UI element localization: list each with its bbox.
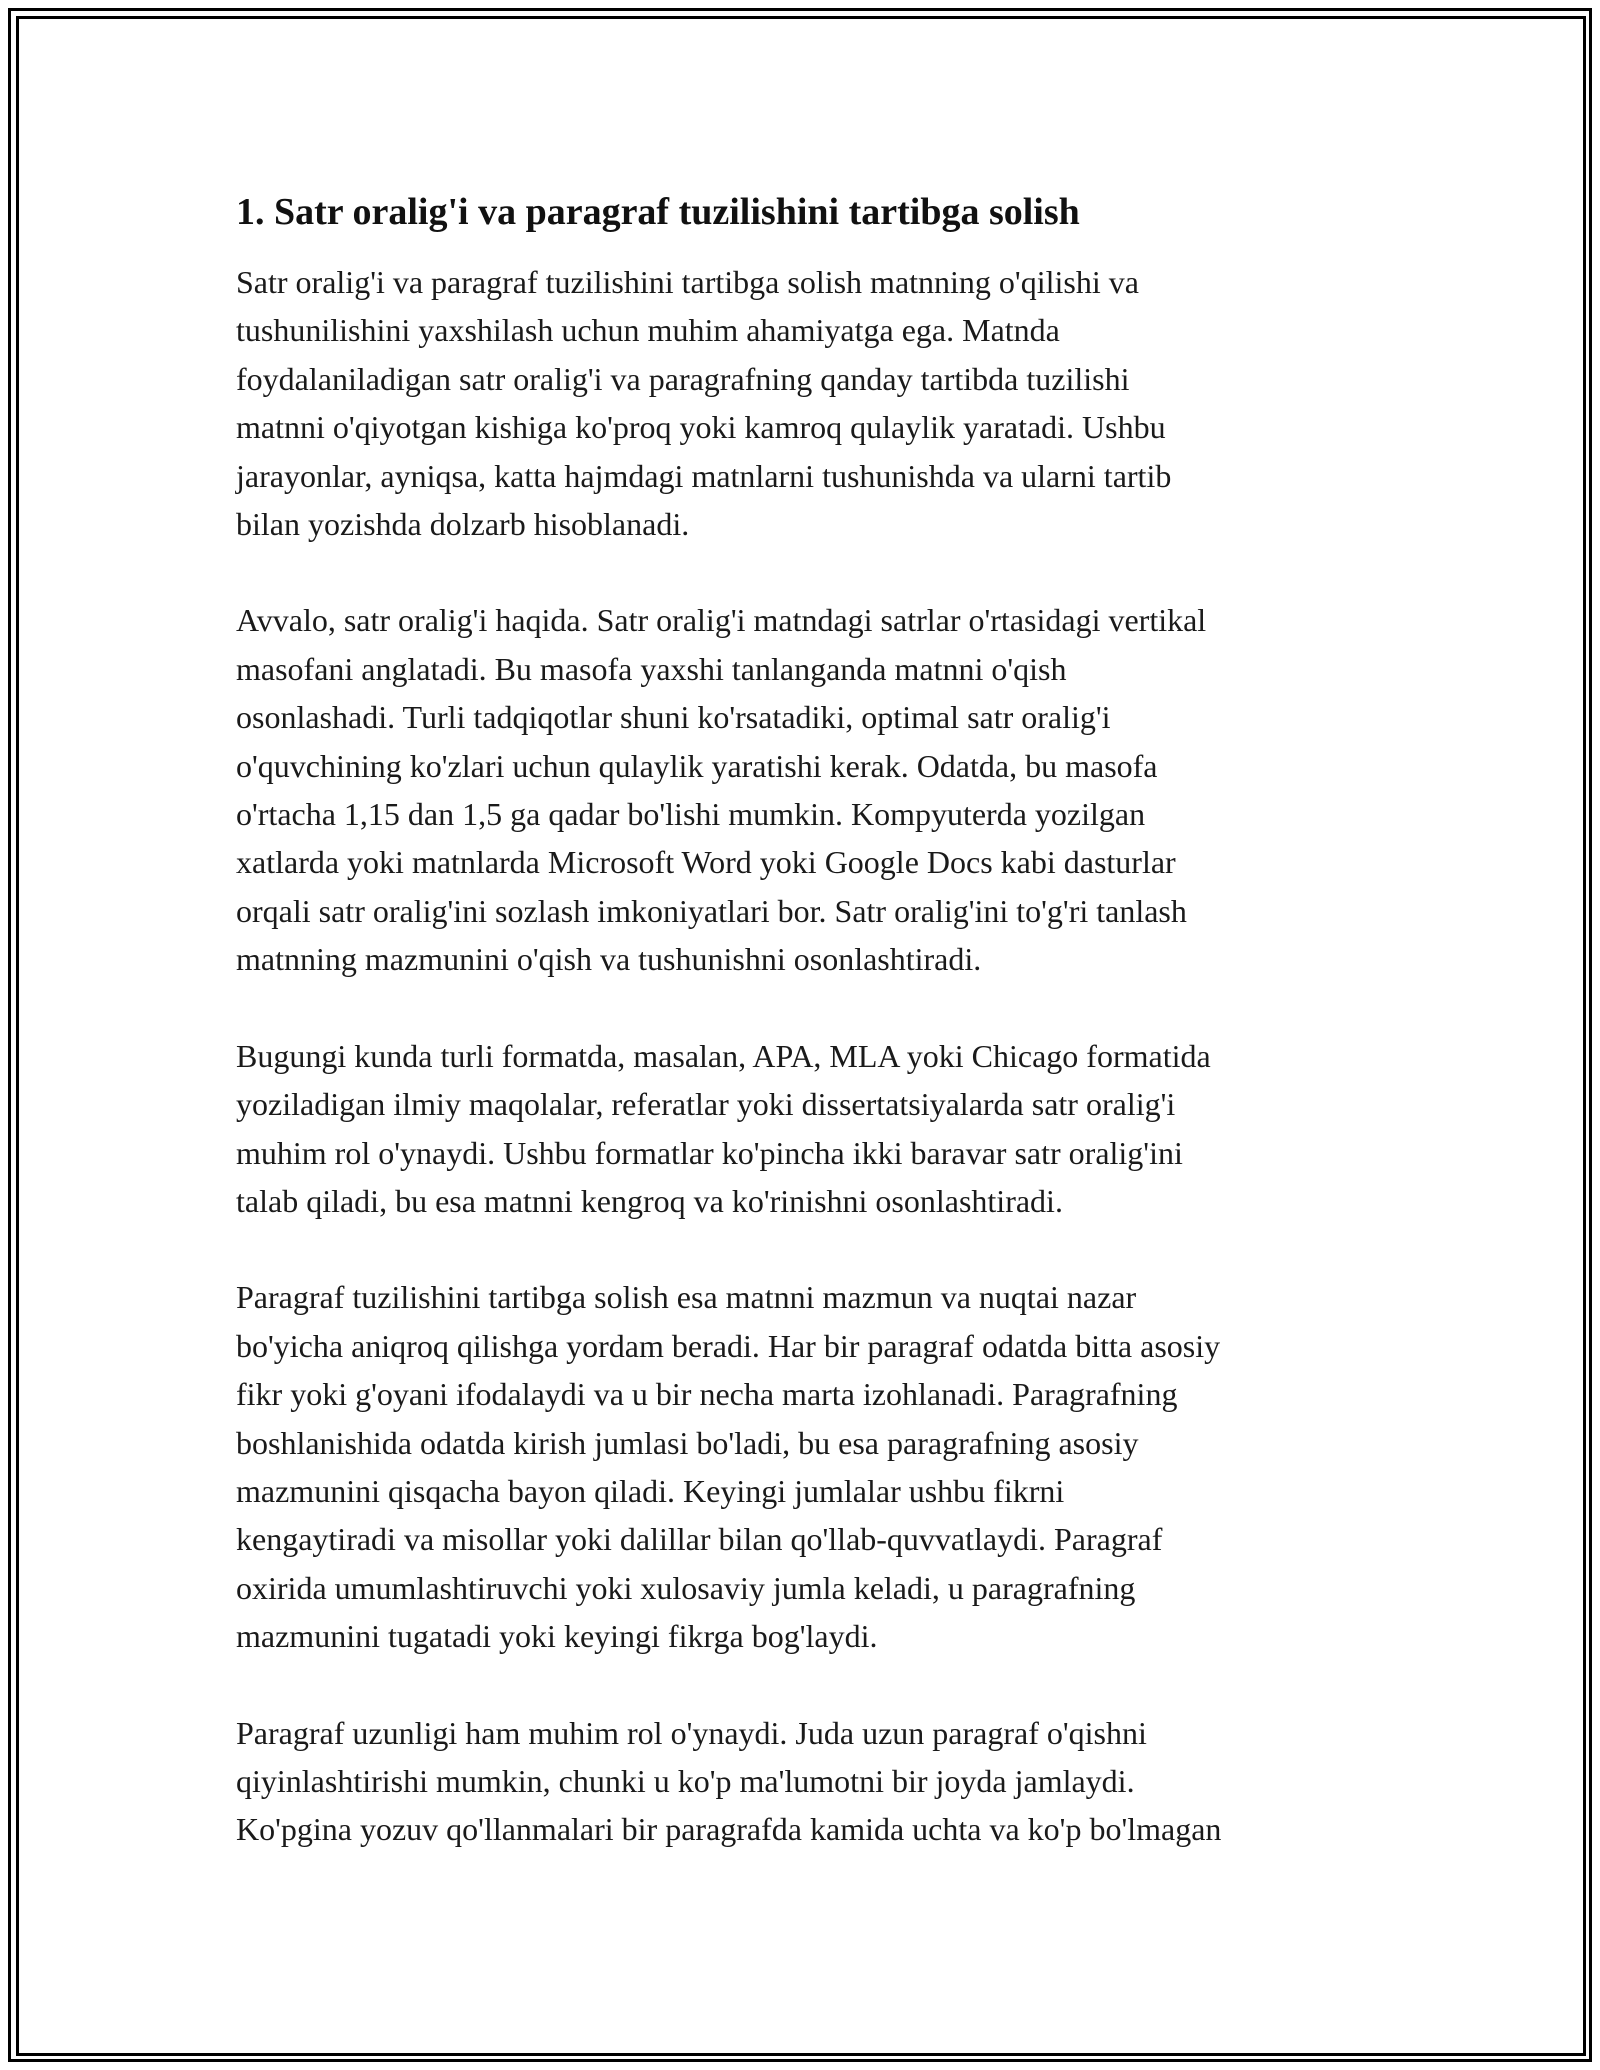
paragraph-line: masofani anglatadi. Bu masofa yaxshi tanlanganda matnni o'qish [236, 650, 1067, 687]
paragraph-3 [236, 1032, 1384, 1226]
paragraph-line: o'quvchining ko'zlari uchun qulaylik yaratishi kerak. Odatda, bu masofa [236, 747, 1158, 784]
paragraph-line: fikr yoki g'oyani ifodalaydi va u bir necha marta izohlanadi. Paragrafning [236, 1376, 1178, 1413]
paragraph-1 [236, 258, 1384, 548]
paragraph-line: talab qiladi, bu esa matnni kengroq va ko'rinishni osonlashtiradi. [236, 1182, 1063, 1219]
section-heading: 1. Satr oralig'i va paragraf tuzilishini tartibga solish [236, 191, 1080, 233]
paragraph-line: Paragraf tuzilishini tartibga solish esa matnni mazmun va nuqtai nazar [236, 1279, 1137, 1316]
paragraph-line: Bugungi kunda turli formatda, masalan, APA, MLA yoki Chicago formatida [236, 1037, 1211, 1074]
paragraph-line: xatlarda yoki matnlarda Microsoft Word yoki Google Docs kabi dasturlar [236, 844, 1176, 881]
paragraph-5 [236, 1709, 1384, 1854]
paragraph-line: mazmunini qisqacha bayon qiladi. Keyingi jumlalar ushbu fikrni [236, 1472, 1065, 1509]
paragraph-4 [236, 1273, 1384, 1660]
paragraph-line: oxirida umumlashtiruvchi yoki xulosaviy jumla keladi, u paragrafning [236, 1569, 1136, 1606]
paragraph-line: Paragraf uzunligi ham muhim rol o'ynaydi. Juda uzun paragraf o'qishni [236, 1714, 1147, 1751]
paragraph-line: bilan yozishda dolzarb hisoblanadi. [236, 506, 690, 543]
paragraph-line: Satr oralig'i va paragraf tuzilishini tartibga solish matnning o'qilishi va [236, 264, 1139, 300]
paragraph-line: Ko'pgina yozuv qo'llanmalari bir paragrafda kamida uchta va ko'p bo'lmagan [236, 1811, 1222, 1848]
paragraph-line: boshlanishida odatda kirish jumlasi bo'ladi, bu esa paragrafning asosiy [236, 1424, 1139, 1461]
document-body [236, 188, 1384, 1902]
paragraph-line: kengaytiradi va misollar yoki dalillar bilan qo'llab-quvvatlaydi. Paragraf [236, 1521, 1163, 1558]
paragraph-line: foydalaniladigan satr oralig'i va paragrafning qanday tartibda tuzilishi [236, 360, 1130, 397]
paragraph-line: mazmunini tugatadi yoki keyingi fikrga bog'laydi. [236, 1618, 878, 1655]
paragraph-line: tushunilishini yaxshilash uchun muhim ahamiyatga ega. Matnda [236, 312, 1060, 349]
paragraph-line: Avvalo, satr oralig'i haqida. Satr oralig'i matndagi satrlar o'rtasidagi vertikal [236, 602, 1207, 639]
paragraph-line: o'rtacha 1,15 dan 1,5 ga qadar bo'lishi mumkin. Kompyuterda yozilgan [236, 796, 1146, 833]
paragraph-line: bo'yicha aniqroq qilishga yordam beradi. Har bir paragraf odatda bitta asosiy [236, 1327, 1221, 1364]
paragraph-line: matnning mazmunini o'qish va tushunishni osonlashtiradi. [236, 941, 982, 978]
paragraph-line: matnni o'qiyotgan kishiga ko'proq yoki kamroq qulaylik yaratadi. Ushbu [236, 409, 1166, 446]
paragraph-line: yoziladigan ilmiy maqolalar, referatlar yoki dissertatsiyalarda satr oralig'i [236, 1086, 1176, 1123]
paragraph-2 [236, 596, 1384, 983]
paragraph-line: qiyinlashtirishi mumkin, chunki u ko'p ma'lumotni bir joyda jamlaydi. [236, 1762, 1135, 1799]
paragraph-line: jarayonlar, ayniqsa, katta hajmdagi matnlarni tushunishda va ularni tartib [236, 457, 1172, 494]
paragraph-line: osonlashadi. Turli tadqiqotlar shuni ko'rsatadiki, optimal satr oralig'i [236, 699, 1111, 736]
paragraph-line: muhim rol o'ynaydi. Ushbu formatlar ko'pincha ikki baravar satr oralig'ini [236, 1134, 1183, 1171]
paragraph-line: orqali satr oralig'ini sozlash imkoniyatlari bor. Satr oralig'ini to'g'ri tanlash [236, 892, 1187, 929]
